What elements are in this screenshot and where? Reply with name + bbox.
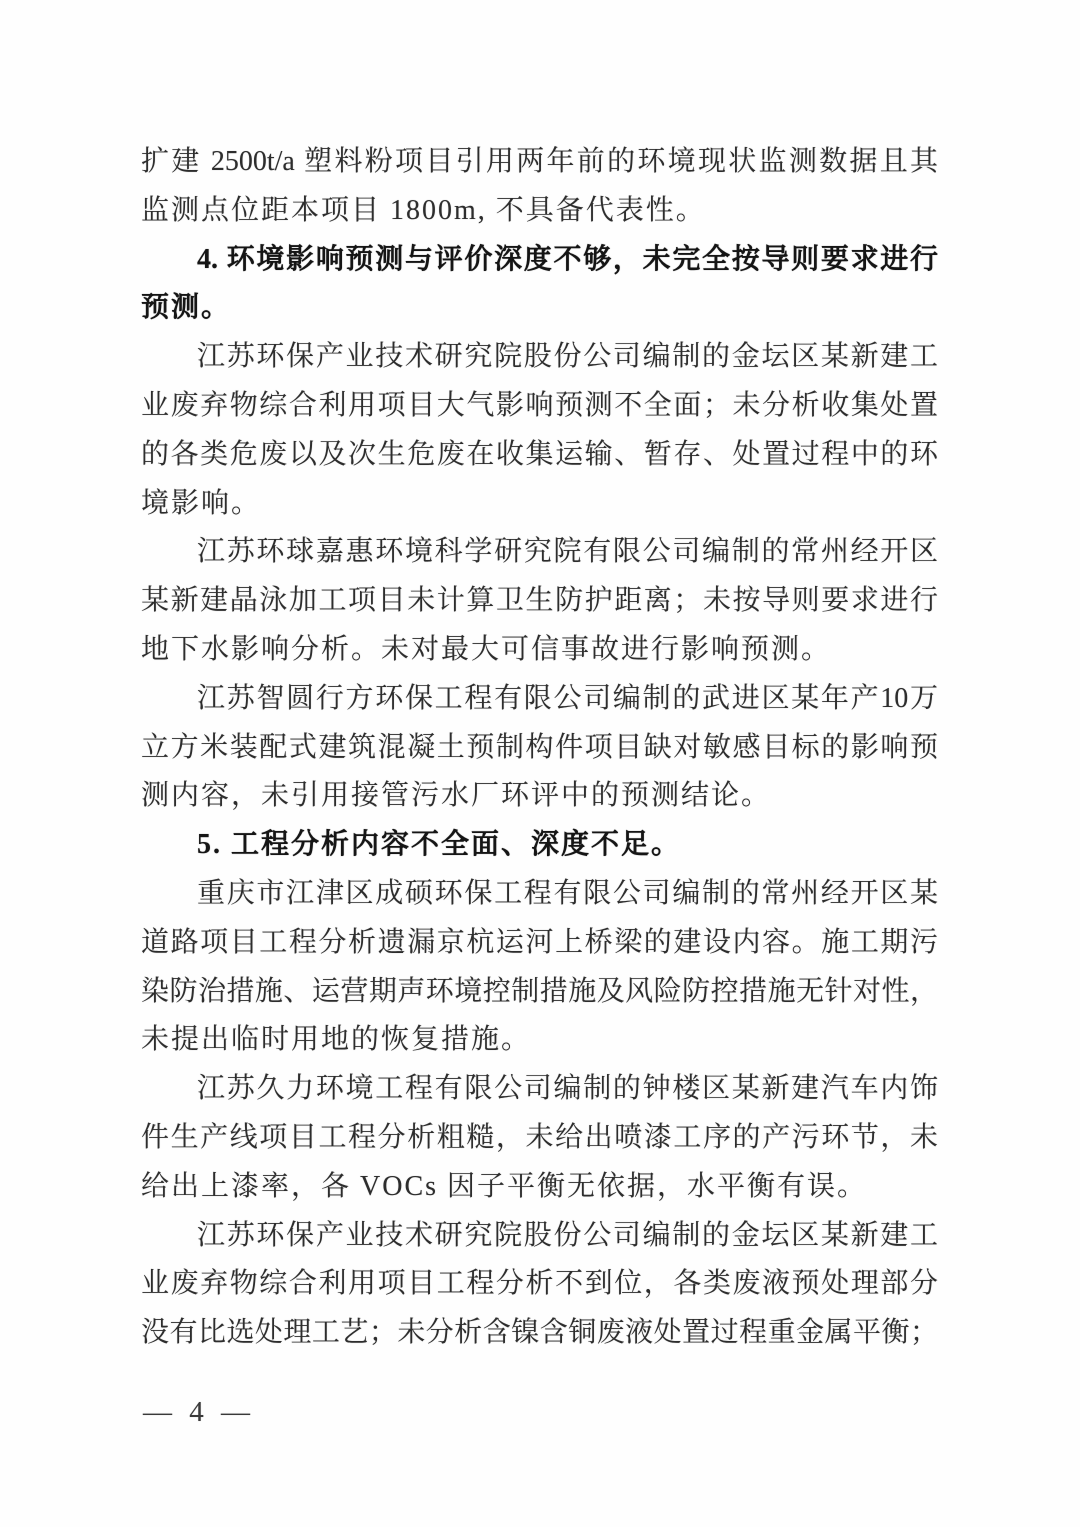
- text-line-16: 重庆市江津区成硕环保工程有限公司编制的常州经开区某: [197, 877, 938, 909]
- text-line-22: 给出上漆率，各 VOCs 因子平衡无依据，水平衡有误。: [141, 1170, 868, 1202]
- section-5-heading: 5. 工程分析内容不全面、深度不足。: [197, 829, 682, 861]
- section-4-heading-cont: 预测。: [141, 292, 232, 324]
- text-line-19: 未提出临时用地的恢复措施。: [141, 1024, 532, 1056]
- text-line-11: 地下水影响分析。未对最大可信事故进行影响预测。: [141, 633, 832, 665]
- text-line-1: 扩建 2500t/a 塑料粉项目引用两年前的环境现状监测数据且其: [141, 146, 938, 177]
- text-line-24: 业废弃物综合利用项目工程分析不到位，各类废液预处理部分: [141, 1268, 938, 1300]
- text-line-5: 江苏环保产业技术研究院股份公司编制的金坛区某新建工: [197, 341, 938, 373]
- text-line-12: 江苏智圆行方环保工程有限公司编制的武进区某年产10万: [197, 682, 938, 714]
- text-line-21: 件生产线项目工程分析粗糙，未给出喷漆工序的产污环节，未: [141, 1121, 938, 1153]
- text-line-23: 江苏环保产业技术研究院股份公司编制的金坛区某新建工: [197, 1219, 938, 1251]
- text-line-8: 境影响。: [141, 487, 262, 519]
- text-line-6: 业废弃物综合利用项目大气影响预测不全面；未分析收集处置: [141, 389, 938, 421]
- text-line-7: 的各类危废以及次生危废在收集运输、暂存、处置过程中的环: [141, 438, 938, 470]
- section-4-heading: 4. 环境影响预测与评价深度不够，未完全按导则要求进行: [197, 243, 938, 275]
- page-number-footer: — 4 —: [143, 1396, 255, 1428]
- text-line-9: 江苏环球嘉惠环境科学研究院有限公司编制的常州经开区: [197, 536, 938, 568]
- text-line-10: 某新建晶泳加工项目未计算卫生防护距离；未按导则要求进行: [141, 585, 938, 617]
- text-line-18: 染防治措施、运营期声环境控制措施及风险防控措施无针对性，: [141, 975, 938, 1007]
- document-body: [141, 138, 938, 1358]
- text-line-20: 江苏久力环境工程有限公司编制的钟楼区某新建汽车内饰: [197, 1073, 938, 1105]
- text-line-2: 监测点位距本项目 1800m, 不具备代表性。: [141, 194, 706, 226]
- text-line-17: 道路项目工程分析遗漏京杭运河上桥梁的建设内容。施工期污: [141, 926, 938, 958]
- text-line-25: 没有比选处理工艺；未分析含镍含铜废液处置过程重金属平衡；: [141, 1317, 938, 1349]
- text-line-13: 立方米装配式建筑混凝土预制构件项目缺对敏感目标的影响预: [141, 731, 938, 763]
- text-line-14: 测内容，未引用接管污水厂环评中的预测结论。: [141, 780, 772, 812]
